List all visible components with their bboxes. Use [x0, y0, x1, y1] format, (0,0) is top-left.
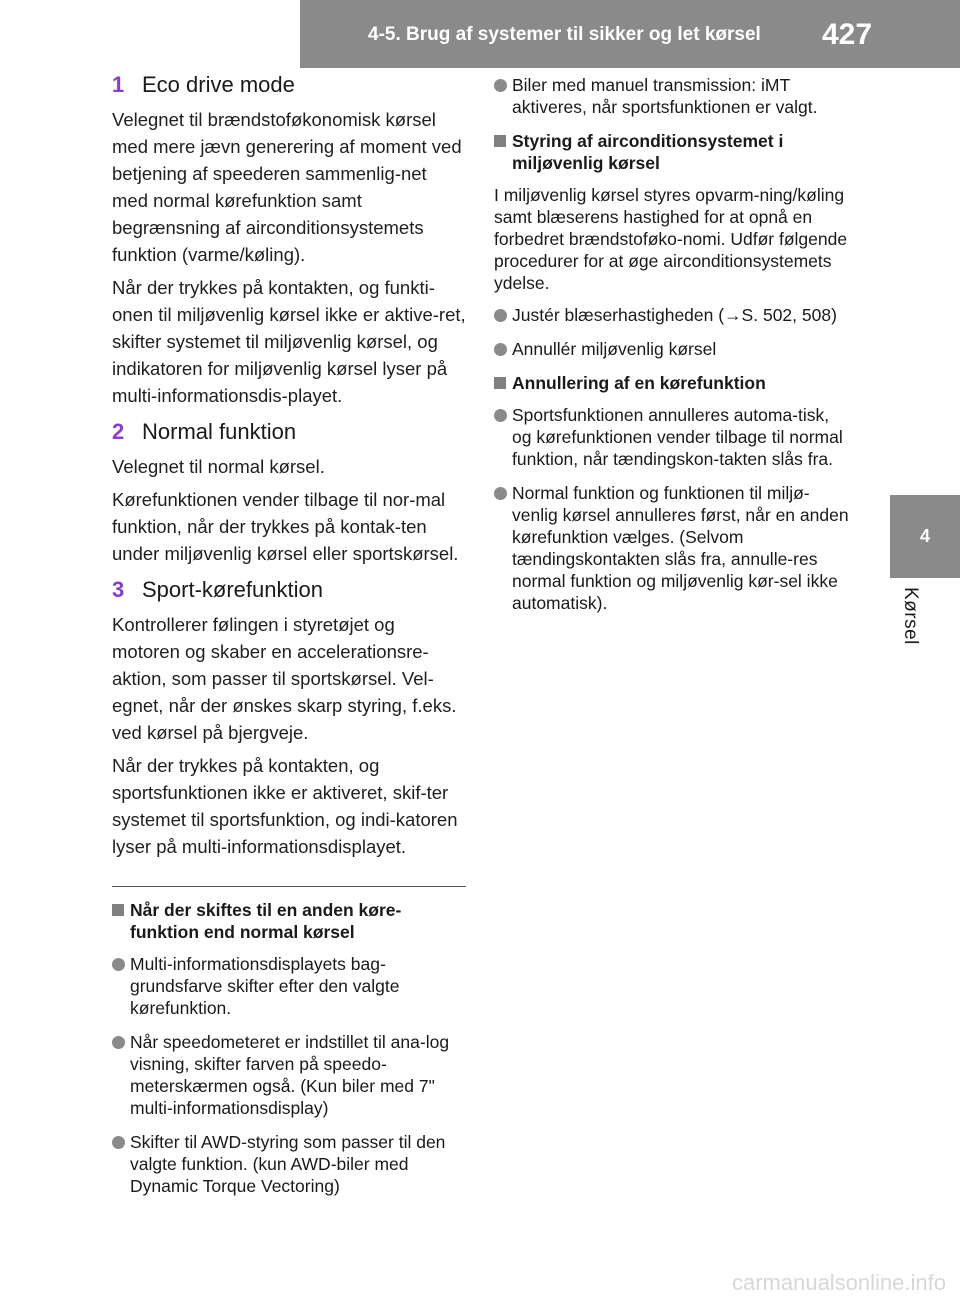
section-title: 4-5. Brug af systemer til sikker og let kørsel: [368, 24, 761, 45]
circle-bullet-icon: [112, 1036, 125, 1049]
list-item: [494, 404, 850, 470]
mode-paragraph: Velegnet til brændstoføkonomisk kørsel med mere jævn generering af moment ved betjening af speederen sammenlig-net med normal kørefunktion samt begrænsning af airconditionsystemets funktion (varme/køling).: [112, 109, 462, 265]
note-heading: [112, 899, 466, 943]
circle-bullet-icon: [494, 343, 507, 356]
chapter-number: 4: [919, 526, 930, 546]
list-item-text: Når speedometeret er indstillet til ana-log visning, skifter farven på speedo-meterskærmen også. (Kun biler med 7" multi-informationsdisplay): [130, 1032, 450, 1118]
square-bullet-icon: [494, 377, 506, 389]
square-bullet-icon: [112, 904, 124, 916]
circle-bullet-icon: [112, 958, 125, 971]
right-column: [494, 74, 850, 626]
mode-paragraph: Kørefunktionen vender tilbage til nor-mal funktion, når der trykkes på kontak-ten under miljøvenlig kørsel eller sportskørsel.: [112, 489, 459, 564]
mode-number: 2: [112, 419, 125, 444]
list-item: [112, 953, 466, 1019]
list-item-text: Annullér miljøvenlig kørsel: [512, 339, 717, 359]
list-item: [112, 1131, 466, 1197]
list-item-text: Biler med manuel transmission: iMT aktiveres, når sportsfunktionen er valgt.: [512, 75, 818, 117]
circle-bullet-icon: [494, 309, 507, 322]
watermark: carmanualsonline.info: [731, 1270, 946, 1295]
mode-paragraph: Når der trykkes på kontakten, og sportsfunktionen ikke er aktiveret, skif-ter systemet til sportsfunktion, og indi-katoren lyser på multi-informationsdisplayet.: [112, 755, 458, 857]
circle-bullet-icon: [112, 1136, 125, 1149]
chapter-label: Kørsel: [900, 587, 921, 645]
chapter-tab[interactable]: [890, 495, 960, 578]
list-item: [494, 74, 850, 118]
mode-normal: [112, 419, 466, 567]
section-divider: [112, 886, 466, 887]
mode-paragraph: Kontrollerer følingen i styretøjet og motoren og skaber en accelerationsre-aktion, som passer til sportskørsel. Vel-egnet, når der ønskes skarp styring, f.eks. ved kørsel på bjergveje.: [112, 614, 457, 743]
note-heading: [494, 130, 850, 174]
page-number: 427: [822, 18, 873, 51]
mode-title: Eco drive mode: [142, 72, 295, 97]
list-item-text: Justér blæserhastigheden (→S. 502, 508): [512, 305, 837, 325]
mode-paragraph: Velegnet til normal kørsel.: [112, 456, 325, 477]
mode-number: 1: [112, 72, 125, 97]
circle-bullet-icon: [494, 487, 507, 500]
square-bullet-icon: [494, 135, 506, 147]
note-paragraph: I miljøvenlig kørsel styres opvarm-ning/køling samt blæserens hastighed for at opnå en forbedret brændstoføko-nomi. Udfør følgende procedurer for at øge airconditionsystemets ydelse.: [494, 185, 848, 293]
list-item: [494, 482, 850, 614]
mode-heading: [112, 72, 466, 98]
list-item: [112, 1031, 466, 1119]
mode-eco: [112, 72, 466, 409]
list-item: [494, 338, 850, 360]
note-heading-text: Styring af airconditionsystemet i miljøvenlig kørsel: [512, 131, 784, 173]
mode-heading: [112, 419, 466, 445]
list-item: [494, 304, 850, 326]
mode-title: Normal funktion: [142, 419, 297, 444]
mode-title: Sport-kørefunktion: [142, 577, 323, 602]
circle-bullet-icon: [494, 79, 507, 92]
list-item-text: Normal funktion og funktionen til miljø-venlig kørsel annulleres først, når en anden kørefunktion vælges. (Selvom tændingskontakten slås fra, annulle-res normal funktion og miljøvenlig kør-sel ikke automatisk).: [512, 483, 849, 613]
list-item-text: Sportsfunktionen annulleres automa-tisk, og kørefunktionen vender tilbage til normal funktion, når tændingskon-takten slås fra.: [512, 405, 843, 469]
left-column: [112, 72, 466, 1209]
mode-heading: [112, 577, 466, 603]
note-heading: [494, 372, 850, 394]
mode-number: 3: [112, 577, 125, 602]
mode-sport: [112, 577, 466, 860]
list-item-text: Skifter til AWD-styring som passer til den valgte funktion. (kun AWD-biler med Dynamic Torque Vectoring): [130, 1132, 446, 1196]
note-heading-text: Annullering af en kørefunktion: [512, 373, 766, 393]
circle-bullet-icon: [494, 409, 507, 422]
note-heading-text: Når der skiftes til en anden køre-funktion end normal kørsel: [130, 900, 402, 942]
mode-paragraph: Når der trykkes på kontakten, og funkti-onen til miljøvenlig kørsel ikke er aktive-ret, skifter systemet til miljøvenlig kørsel, og indikatoren for miljøvenlig kørsel lyser på multi-informationsdis-playet.: [112, 277, 466, 406]
list-item-text: Multi-informationsdisplayets bag-grundsfarve skifter efter den valgte kørefunktion.: [130, 954, 400, 1018]
